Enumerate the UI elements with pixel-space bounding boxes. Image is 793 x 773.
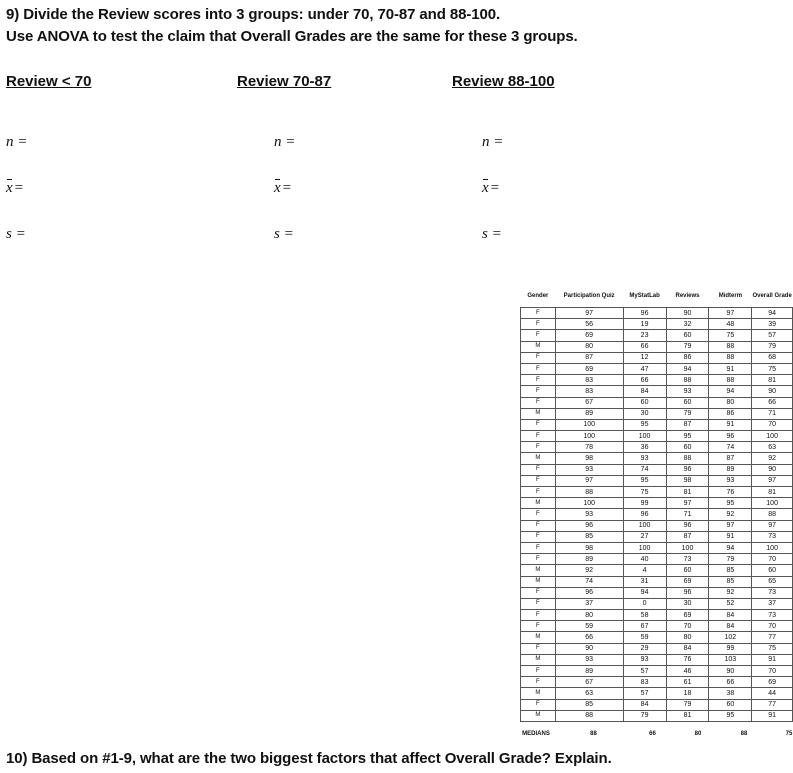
table-cell: 92 (709, 509, 752, 520)
table-cell: 60 (666, 565, 709, 576)
table-row (521, 509, 793, 520)
table-cell: 81 (666, 710, 709, 721)
table-cell: 96 (555, 587, 623, 598)
table-cell: 90 (752, 464, 793, 475)
table-cell: 12 (623, 352, 666, 363)
table-cell: 96 (555, 520, 623, 531)
table-cell: 90 (709, 666, 752, 677)
table-cell: 36 (623, 442, 666, 453)
table-cell: 98 (666, 475, 709, 486)
table-cell: M (521, 632, 556, 643)
table-cell: 74 (623, 464, 666, 475)
table-cell: 93 (555, 654, 623, 665)
column-header: Participation Quiz (563, 293, 615, 299)
table-row (521, 453, 793, 464)
table-cell: 90 (555, 643, 623, 654)
table-cell: 77 (752, 632, 793, 643)
table-cell: M (521, 341, 556, 352)
question-9-line-1: 9) Divide the Review scores into 3 groups: under 70, 70-87 and 88-100. (6, 6, 501, 23)
table-cell: M (521, 576, 556, 587)
table-row (521, 487, 793, 498)
table-cell: 70 (752, 621, 793, 632)
table-cell: 81 (752, 375, 793, 386)
table-cell: F (521, 677, 556, 688)
table-cell: F (521, 363, 556, 374)
table-cell: 87 (666, 531, 709, 542)
table-cell: 100 (623, 431, 666, 442)
table-row (521, 576, 793, 587)
table-cell: 47 (623, 363, 666, 374)
table-row (521, 319, 793, 330)
table-row (521, 442, 793, 453)
table-cell: 93 (709, 475, 752, 486)
column-header: Reviews (675, 293, 700, 299)
table-cell: 79 (666, 408, 709, 419)
table-row (521, 610, 793, 621)
table-cell: 60 (752, 565, 793, 576)
table-row (521, 542, 793, 553)
table-cell: 76 (709, 487, 752, 498)
table-cell: 97 (709, 520, 752, 531)
table-cell: 87 (709, 453, 752, 464)
table-cell: 57 (623, 666, 666, 677)
table-row (521, 587, 793, 598)
table-cell: 65 (752, 576, 793, 587)
table-cell: 88 (555, 487, 623, 498)
table-cell: 73 (752, 610, 793, 621)
table-cell: 4 (623, 565, 666, 576)
table-cell: 67 (555, 397, 623, 408)
table-cell: 98 (555, 453, 623, 464)
table-cell: 80 (666, 632, 709, 643)
table-cell: 78 (555, 442, 623, 453)
table-cell: 84 (709, 610, 752, 621)
table-cell: 46 (666, 666, 709, 677)
table-cell: M (521, 453, 556, 464)
table-cell: F (521, 464, 556, 475)
table-row (521, 431, 793, 442)
table-cell: 97 (555, 475, 623, 486)
table-row (521, 520, 793, 531)
table-cell: 67 (555, 677, 623, 688)
table-cell: 84 (623, 699, 666, 710)
table-cell: 59 (555, 621, 623, 632)
table-cell: 84 (709, 621, 752, 632)
table-cell: 66 (623, 375, 666, 386)
table-cell: 97 (709, 308, 752, 319)
table-cell: 85 (555, 531, 623, 542)
table-cell: 92 (709, 587, 752, 598)
table-cell: 99 (709, 643, 752, 654)
table-cell: F (521, 330, 556, 341)
table-cell: 52 (709, 598, 752, 609)
table-row (521, 386, 793, 397)
table-cell: 69 (666, 610, 709, 621)
table-cell: 93 (666, 386, 709, 397)
table-cell: 69 (666, 576, 709, 587)
table-row (521, 632, 793, 643)
table-cell: 96 (666, 587, 709, 598)
table-cell: 96 (623, 509, 666, 520)
table-cell: 83 (555, 375, 623, 386)
table-cell: 80 (709, 397, 752, 408)
median-value: 88 (740, 731, 748, 737)
table-cell: 81 (752, 487, 793, 498)
table-cell: 90 (666, 308, 709, 319)
table-cell: 91 (709, 419, 752, 430)
table-cell: 37 (555, 598, 623, 609)
table-cell: 58 (623, 610, 666, 621)
table-cell: F (521, 352, 556, 363)
table-cell: F (521, 542, 556, 553)
table-cell: 88 (666, 453, 709, 464)
table-cell: 81 (666, 487, 709, 498)
table-cell: 57 (752, 330, 793, 341)
group-1-mean: x = (6, 180, 24, 196)
table-cell: 59 (623, 632, 666, 643)
table-row (521, 341, 793, 352)
table-cell: 92 (555, 565, 623, 576)
group-3-mean: x = (482, 180, 500, 196)
table-cell: 69 (752, 677, 793, 688)
table-cell: 80 (555, 341, 623, 352)
table-cell: 89 (555, 408, 623, 419)
group-header-70-87: Review 70-87 (237, 73, 332, 90)
table-cell: 60 (666, 397, 709, 408)
table-row (521, 677, 793, 688)
table-row (521, 654, 793, 665)
table-cell: M (521, 408, 556, 419)
table-cell: 69 (555, 363, 623, 374)
table-cell: 100 (555, 498, 623, 509)
table-cell: F (521, 509, 556, 520)
table-cell: F (521, 308, 556, 319)
table-cell: 31 (623, 576, 666, 587)
table-cell: 85 (555, 699, 623, 710)
table-cell: 73 (752, 531, 793, 542)
table-cell: 79 (666, 699, 709, 710)
table-cell: 94 (666, 363, 709, 374)
table-cell: F (521, 699, 556, 710)
table-cell: 99 (623, 498, 666, 509)
table-cell: 85 (709, 565, 752, 576)
table-row (521, 666, 793, 677)
table-cell: 76 (666, 654, 709, 665)
table-cell: 96 (666, 520, 709, 531)
table-row (521, 688, 793, 699)
table-cell: 74 (709, 442, 752, 453)
table-cell: 67 (623, 621, 666, 632)
table-cell: F (521, 419, 556, 430)
table-cell: 103 (709, 654, 752, 665)
table-cell: 95 (666, 431, 709, 442)
table-cell: 29 (623, 643, 666, 654)
table-cell: 88 (666, 375, 709, 386)
table-cell: 93 (623, 453, 666, 464)
table-cell: 100 (623, 542, 666, 553)
table-cell: 98 (555, 542, 623, 553)
table-cell: 57 (623, 688, 666, 699)
table-cell: 96 (623, 308, 666, 319)
table-cell: 102 (709, 632, 752, 643)
table-cell: 88 (709, 341, 752, 352)
table-cell: 30 (623, 408, 666, 419)
table-cell: 91 (709, 531, 752, 542)
table-cell: 73 (752, 587, 793, 598)
table-cell: 66 (555, 632, 623, 643)
column-header: Midterm (718, 293, 743, 299)
table-row (521, 531, 793, 542)
grades-table (520, 285, 793, 722)
table-cell: M (521, 565, 556, 576)
table-cell: 96 (666, 464, 709, 475)
table-cell: 88 (709, 375, 752, 386)
table-row (521, 475, 793, 486)
table-cell: 73 (666, 554, 709, 565)
table-cell: 40 (623, 554, 666, 565)
median-value: 75 (785, 731, 793, 737)
table-row (521, 554, 793, 565)
question-9-line-2: Use ANOVA to test the claim that Overall Grades are the same for these 3 groups. (6, 28, 578, 45)
question-10: 10) Based on #1-9, what are the two biggest factors that affect Overall Grade? Explain. (6, 750, 612, 767)
table-cell: F (521, 386, 556, 397)
group-3-sd: s = (482, 226, 502, 242)
table-cell: M (521, 710, 556, 721)
table-cell: 100 (752, 431, 793, 442)
group-header-88-100: Review 88-100 (452, 73, 555, 90)
table-cell: 63 (752, 442, 793, 453)
table-cell: 90 (752, 386, 793, 397)
table-cell: 79 (666, 341, 709, 352)
table-cell: 66 (623, 341, 666, 352)
group-2-n: n = (274, 134, 296, 150)
table-cell: 91 (752, 654, 793, 665)
table-cell: F (521, 554, 556, 565)
table-cell: 95 (623, 419, 666, 430)
table-cell: 84 (666, 643, 709, 654)
table-cell: 44 (752, 688, 793, 699)
table-cell: 88 (709, 352, 752, 363)
table-row (521, 498, 793, 509)
table-cell: 48 (709, 319, 752, 330)
table-row (521, 375, 793, 386)
table-cell: F (521, 598, 556, 609)
table-cell: 86 (709, 408, 752, 419)
table-cell: 19 (623, 319, 666, 330)
table-cell: 68 (752, 352, 793, 363)
table-cell: 32 (666, 319, 709, 330)
table-row (521, 330, 793, 341)
table-cell: 89 (555, 554, 623, 565)
table-cell: 84 (623, 386, 666, 397)
table-cell: F (521, 520, 556, 531)
column-header: Gender (527, 293, 549, 299)
table-cell: 95 (709, 710, 752, 721)
group-3-n: n = (482, 134, 504, 150)
table-cell: 30 (666, 598, 709, 609)
table-cell: 85 (709, 576, 752, 587)
table-cell: 39 (752, 319, 793, 330)
median-value: 88 (590, 731, 597, 737)
table-cell: 70 (666, 621, 709, 632)
column-header: MyStatLab (629, 293, 660, 299)
table-cell: 37 (752, 598, 793, 609)
table-cell: 63 (555, 688, 623, 699)
table-row (521, 598, 793, 609)
table-cell: F (521, 666, 556, 677)
table-cell: F (521, 431, 556, 442)
table-row (521, 352, 793, 363)
table-cell: 95 (709, 498, 752, 509)
table-cell: 93 (555, 509, 623, 520)
median-value: 80 (694, 731, 702, 737)
table-cell: M (521, 688, 556, 699)
group-1-sd: s = (6, 226, 26, 242)
table-cell: 75 (709, 330, 752, 341)
table-row (521, 397, 793, 408)
table-cell: 97 (666, 498, 709, 509)
table-cell: 23 (623, 330, 666, 341)
table-cell: 100 (623, 520, 666, 531)
table-cell: 100 (666, 542, 709, 553)
table-cell: F (521, 442, 556, 453)
table-row (521, 363, 793, 374)
table-cell: M (521, 498, 556, 509)
table-cell: 70 (752, 554, 793, 565)
table-row (521, 308, 793, 319)
table-cell: 71 (752, 408, 793, 419)
table-row (521, 464, 793, 475)
table-cell: 100 (555, 431, 623, 442)
table-cell: 88 (555, 710, 623, 721)
table-row (521, 419, 793, 430)
table-cell: 91 (752, 710, 793, 721)
table-cell: 97 (752, 475, 793, 486)
table-cell: 96 (709, 431, 752, 442)
table-cell: 100 (752, 498, 793, 509)
table-cell: 79 (623, 710, 666, 721)
table-cell: F (521, 621, 556, 632)
table-cell: 56 (555, 319, 623, 330)
table-cell: 60 (666, 442, 709, 453)
table-row (521, 565, 793, 576)
table-cell: 75 (752, 643, 793, 654)
table-cell: 97 (752, 520, 793, 531)
table-cell: 87 (555, 352, 623, 363)
table-cell: 93 (623, 654, 666, 665)
table-cell: M (521, 654, 556, 665)
table-cell: F (521, 643, 556, 654)
table-header-row (521, 285, 793, 308)
table-cell: 88 (752, 509, 793, 520)
table-cell: 60 (709, 699, 752, 710)
table-cell: F (521, 587, 556, 598)
table-cell: F (521, 375, 556, 386)
table-cell: 74 (555, 576, 623, 587)
table-row (521, 643, 793, 654)
table-cell: F (521, 397, 556, 408)
table-cell: 80 (555, 610, 623, 621)
median-value: 66 (649, 731, 656, 737)
table-cell: 93 (555, 464, 623, 475)
table-cell: 83 (623, 677, 666, 688)
table-cell: 60 (666, 330, 709, 341)
table-cell: 61 (666, 677, 709, 688)
table-cell: 38 (709, 688, 752, 699)
table-cell: 71 (666, 509, 709, 520)
table-cell: 27 (623, 531, 666, 542)
table-cell: 18 (666, 688, 709, 699)
table-cell: 66 (709, 677, 752, 688)
group-header-under-70: Review < 70 (6, 73, 92, 90)
table-cell: 66 (752, 397, 793, 408)
table-cell: F (521, 610, 556, 621)
table-cell: 75 (752, 363, 793, 374)
table-cell: 89 (555, 666, 623, 677)
table-cell: 0 (623, 598, 666, 609)
table-row (521, 710, 793, 721)
table-cell: 94 (752, 308, 793, 319)
table-cell: 95 (623, 475, 666, 486)
group-1-n: n = (6, 134, 28, 150)
table-row (521, 699, 793, 710)
table-row (521, 408, 793, 419)
table-cell: 92 (752, 453, 793, 464)
table-cell: 94 (623, 587, 666, 598)
table-cell: 79 (752, 341, 793, 352)
table-cell: F (521, 531, 556, 542)
table-cell: 75 (623, 487, 666, 498)
table-cell: 94 (709, 542, 752, 553)
table-row (521, 621, 793, 632)
table-cell: 94 (709, 386, 752, 397)
table-cell: 87 (666, 419, 709, 430)
table-cell: 70 (752, 419, 793, 430)
group-2-mean: x = (274, 180, 292, 196)
table-cell: F (521, 475, 556, 486)
table-cell: F (521, 319, 556, 330)
table-cell: F (521, 487, 556, 498)
table-cell: 86 (666, 352, 709, 363)
table-cell: 91 (709, 363, 752, 374)
table-cell: 70 (752, 666, 793, 677)
column-header: Overall Grade (752, 293, 792, 299)
table-cell: 79 (709, 554, 752, 565)
table-cell: 100 (555, 419, 623, 430)
table-cell: 89 (709, 464, 752, 475)
table-cell: 77 (752, 699, 793, 710)
table-cell: 97 (555, 308, 623, 319)
table-cell: 100 (752, 542, 793, 553)
table-cell: 60 (623, 397, 666, 408)
group-2-sd: s = (274, 226, 294, 242)
table-cell: 69 (555, 330, 623, 341)
medians-label: MEDIANS (522, 731, 550, 737)
table-cell: 83 (555, 386, 623, 397)
